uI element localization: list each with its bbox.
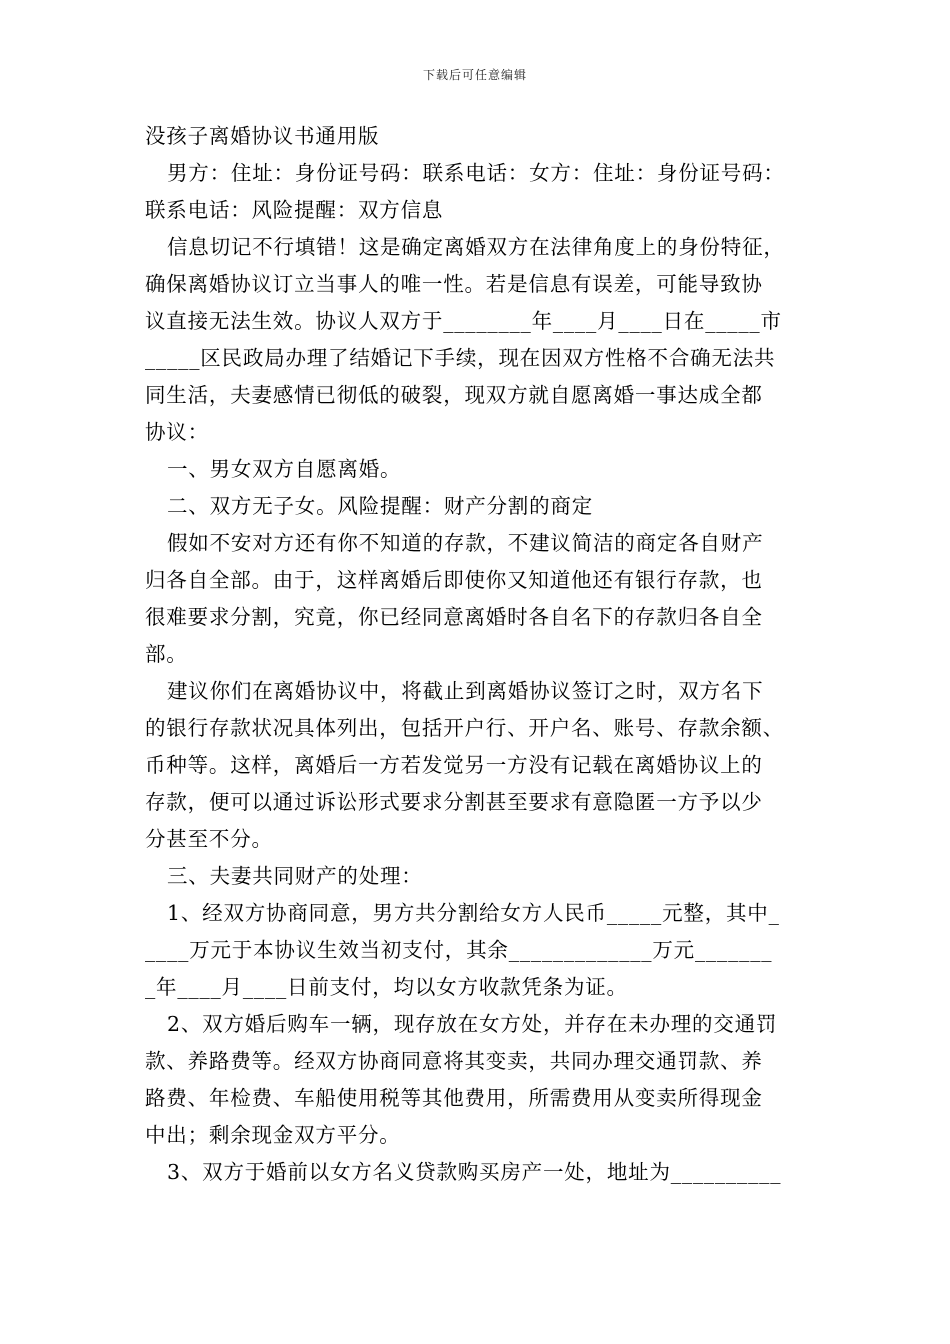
paragraph-line: 男方：住址：身份证号码：联系电话：女方：住址：身份证号码： (167, 161, 785, 185)
paragraph-line: ____万元于本协议生效当初支付，其余_____________万元_______ (145, 938, 773, 962)
paragraph-line: 部。 (145, 642, 188, 666)
paragraph-line: 存款，便可以通过诉讼形式要求分割甚至要求有意隐匿一方予以少 (145, 790, 763, 814)
clause-heading: 一、男女双方自愿离婚。 (167, 457, 402, 481)
paragraph-line: 建议你们在离婚协议中，将截止到离婚协议签订之时，双方名下 (167, 679, 764, 703)
paragraph-line: 确保离婚协议订立当事人的唯一性。若是信息有误差，可能导致协 (145, 272, 763, 296)
paragraph-line: 归各自全部。由于，这样离婚后即使你又知道他还有银行存款，也 (145, 568, 763, 592)
document-title: 没孩子离婚协议书通用版 (145, 124, 380, 148)
paragraph-line: 2、双方婚后购车一辆，现存放在女方处，并存在未办理的交通罚 (167, 1012, 778, 1036)
paragraph-line: _____区民政局办理了结婚记下手续，现在因双方性格不合确无法共 (145, 346, 776, 370)
document-body (145, 118, 835, 1191)
clause-heading: 二、双方无子女。风险提醒：财产分割的商定 (167, 494, 593, 518)
paragraph-line: 协议： (145, 420, 209, 444)
paragraph-line: 1、经双方协商同意，男方共分割给女方人民币_____元整，其中_ (167, 901, 780, 925)
clause-heading: 三、夫妻共同财产的处理： (167, 864, 423, 888)
paragraph-line: 路费、年检费、车船使用税等其他费用，所需费用从变卖所得现金 (145, 1086, 763, 1110)
paragraph-line: 信息切记不行填错！这是确定离婚双方在法律角度上的身份特征， (167, 235, 785, 259)
paragraph-line: 分甚至不分。 (145, 827, 273, 851)
paragraph-line: 假如不安对方还有你不知道的存款，不建议简洁的商定各自财产 (167, 531, 764, 555)
paragraph-line: 同生活，夫妻感情已彻低的破裂，现双方就自愿离婚一事达成全都 (145, 383, 763, 407)
paragraph-line: 币种等。这样，离婚后一方若发觉另一方没有记载在离婚协议上的 (145, 753, 763, 777)
page-header: 下载后可任意编辑 (422, 68, 527, 82)
paragraph-line: 很难要求分割，究竟，你已经同意离婚时各自名下的存款归各自全 (145, 605, 763, 629)
paragraph-line: 3、双方于婚前以女方名义贷款购买房产一处，地址为__________ (167, 1160, 782, 1184)
paragraph-line: 议直接无法生效。协议人双方于________年____月____日在_____市 (145, 309, 782, 333)
paragraph-line: _年____月____日前支付，均以女方收款凭条为证。 (145, 975, 628, 999)
paragraph-line: 中出；剩余现金双方平分。 (145, 1123, 401, 1147)
paragraph-line: 的银行存款状况具体列出，包括开户行、开户名、账号、存款余额、 (145, 716, 784, 740)
paragraph-line: 联系电话：风险提醒：双方信息 (145, 198, 444, 222)
paragraph-line: 款、养路费等。经双方协商同意将其变卖，共同办理交通罚款、养 (145, 1049, 763, 1073)
